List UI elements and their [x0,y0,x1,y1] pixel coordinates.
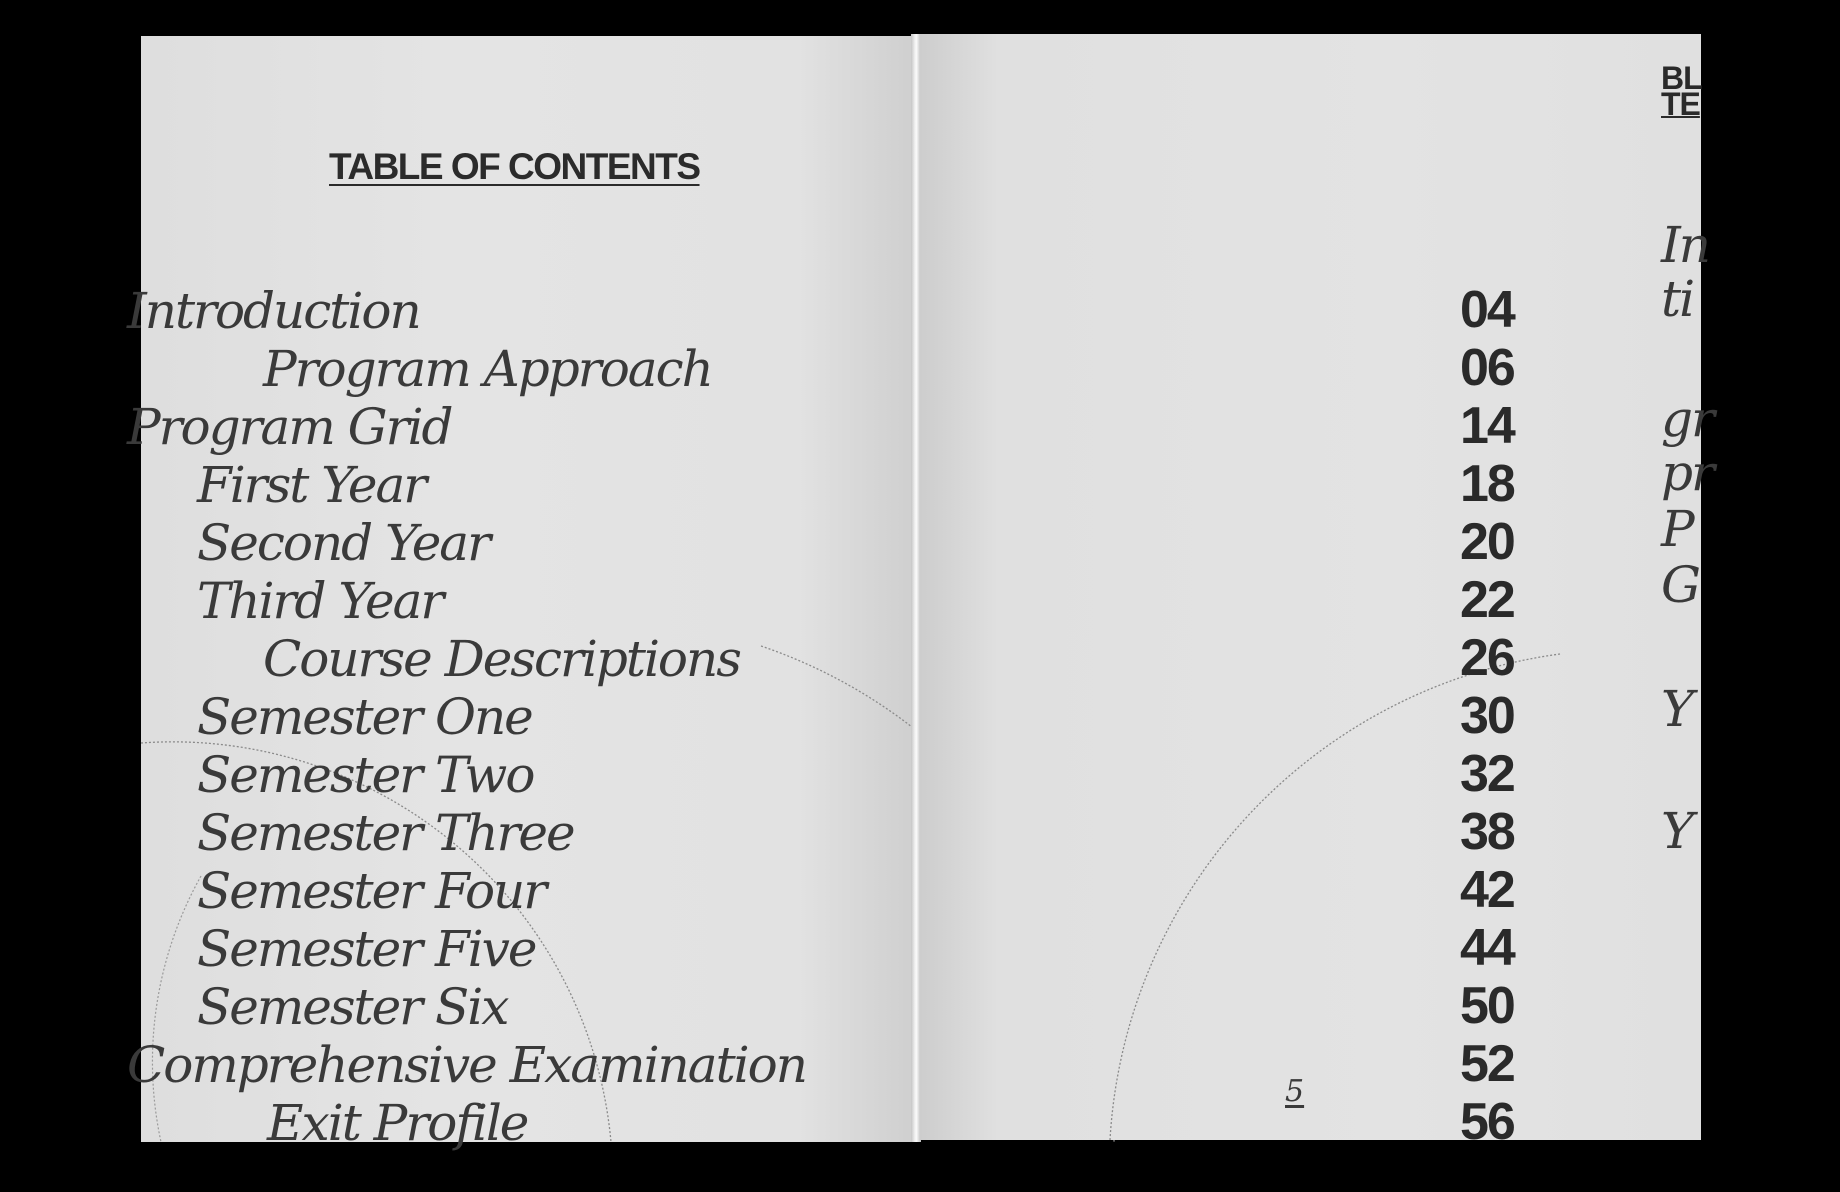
next-page-text-fragment: G [1661,556,1699,614]
next-page-text-fragment: pr [1661,444,1713,502]
toc-entry-first-year: First Year [197,456,426,514]
toc-page-number: 42 [1460,861,1514,919]
toc-page-number: 26 [1460,629,1514,687]
right-page-arc-lines [920,34,1701,1140]
toc-entry-third-year: Third Year [197,572,443,630]
toc-entry-semester-six: Semester Six [197,978,508,1036]
toc-page-number: 50 [1460,977,1514,1035]
table-of-contents-heading: TABLE OF CONTENTS [329,146,700,187]
toc-entry-comprehensive-examination: Comprehensive Examination [127,1036,806,1094]
toc-entry-semester-two: Semester Two [197,746,534,804]
toc-page-number: 22 [1460,571,1514,629]
toc-entry-introduction: Introduction [127,282,420,340]
next-page-heading-line: TE [1661,86,1700,122]
toc-entry-semester-one: Semester One [197,688,532,746]
toc-entry-second-year: Second Year [197,514,490,572]
toc-page-number: 52 [1460,1035,1514,1093]
toc-page-number: 44 [1460,919,1514,977]
toc-page-number: 38 [1460,803,1514,861]
next-page-text-fragment: ti [1661,270,1694,328]
next-page-text-fragment: gr [1661,390,1713,448]
toc-entry-exit-profile: Exit Profile [267,1094,528,1152]
toc-page-number: 14 [1460,397,1514,455]
next-page-text-fragment: Y [1661,680,1693,738]
toc-entry-course-descriptions: Course Descriptions [263,630,740,688]
toc-entry-program-grid: Program Grid [127,398,452,456]
toc-entry-semester-four: Semester Four [197,862,546,920]
toc-entry-semester-five: Semester Five [197,920,536,978]
next-page-text-fragment: Y [1661,802,1693,860]
left-page [127,36,913,1152]
toc-page-number: 20 [1460,513,1514,571]
toc-page-number: 32 [1460,745,1514,803]
page-folio-number: 5 [1285,1074,1305,1109]
next-page-heading-line: BL [1661,60,1702,96]
toc-page-number: 30 [1460,687,1514,745]
toc-page-number: 56 [1460,1093,1514,1151]
toc-entry-semester-three: Semester Three [197,804,574,862]
next-page-text-fragment: P [1661,500,1693,558]
toc-page-number: 04 [1460,281,1514,339]
toc-page-number: 06 [1460,339,1514,397]
next-page-text-fragment: In [1661,216,1709,274]
toc-entry-program-approach: Program Approach [263,340,712,398]
toc-page-number: 18 [1460,455,1514,513]
right-page [920,34,1713,1151]
